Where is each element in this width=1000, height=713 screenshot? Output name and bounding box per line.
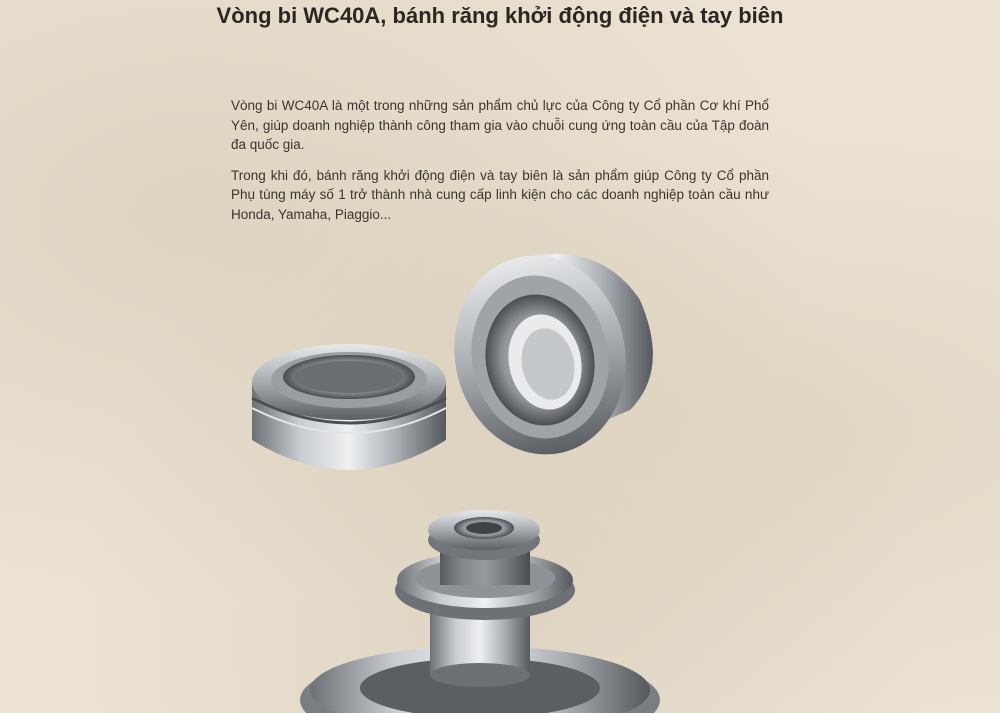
article-title: Vòng bi WC40A, bánh răng khởi động điện và tay biên (216, 3, 784, 28)
bearing-left (252, 344, 446, 470)
bearing-right (436, 240, 653, 471)
gear-assembly (300, 510, 660, 713)
paragraph-gears: Trong khi đó, bánh răng khởi động điện và tay biên là sản phẩm giúp Công ty Cổ phần Phụ tùng máy số 1 trở thành nhà cung cấp linh kiện cho các doanh nghiệp toàn cầu như Honda, Yamaha, Piaggio... (231, 167, 769, 222)
paragraph-bearing: Vòng bi WC40A là một trong những sản phẩm chủ lực của Công ty Cổ phần Cơ khí Phổ Yên, giúp doanh nghiệp thành công tham gia vào chuỗi cung ứng toàn cầu của Tập đoàn đa quốc gia. (231, 98, 769, 152)
